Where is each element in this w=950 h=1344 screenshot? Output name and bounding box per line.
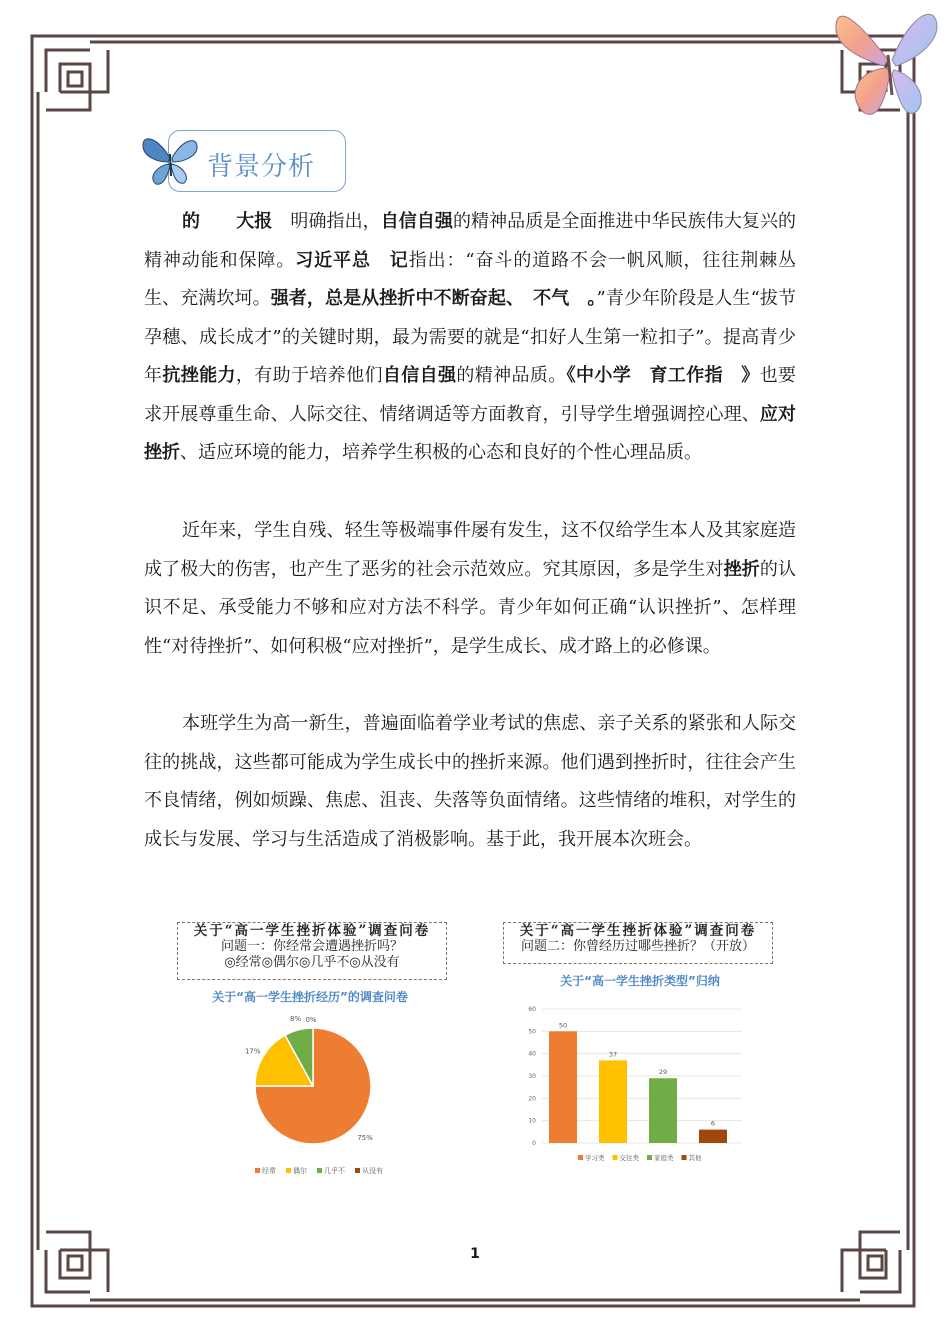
pie-value-label: 17% bbox=[244, 1047, 261, 1056]
bar-chart-title: 关于“高一学生挫折类型”归纳 bbox=[560, 974, 720, 988]
bold-text-run: 《中小学 育工作指 》 bbox=[566, 365, 760, 386]
butterfly-decoration-icon bbox=[818, 0, 950, 130]
bold-text-run: 自信自强 bbox=[382, 365, 457, 386]
page-number: 1 bbox=[470, 1246, 480, 1262]
pie-value-label: 0% bbox=[305, 1016, 317, 1024]
pie-legend-swatch bbox=[355, 1168, 360, 1173]
bold-text-run: 挫折 bbox=[723, 558, 760, 580]
pie-chart bbox=[215, 1004, 425, 1184]
survey-1-heading: 关于“高一学生挫折体验”调查问卷 bbox=[193, 923, 431, 939]
text-run: 也要求开展尊重生命、人际交往、情绪调适等方面教育，引导学生增强调控心理、 bbox=[144, 365, 797, 425]
bar-y-tick-label: 50 bbox=[528, 1028, 536, 1036]
bar-legend-label: 学习类 bbox=[585, 1154, 605, 1162]
bar-y-tick-label: 0 bbox=[532, 1140, 536, 1147]
text-run: 的精神品质是全面推进中华民族伟大复兴的精神动能和保障。 bbox=[144, 211, 797, 271]
pie-chart-title: 关于“高一学生挫折经历”的调查问卷 bbox=[212, 990, 408, 1004]
bar-y-tick-label: 40 bbox=[528, 1050, 536, 1058]
text-run bbox=[200, 211, 236, 232]
text-run: ”青少年阶段是人生“拔节孕穗、成长成才”的关键时期，最为需要的就是“扣好人生第一粒扣子”。提高青少年 bbox=[144, 288, 797, 386]
bar-y-tick-label: 30 bbox=[528, 1073, 536, 1080]
survey-box-1 bbox=[177, 922, 447, 980]
text-run: 、适应环境的能力，培养学生积极的心态和良好的个性心理品质。 bbox=[180, 442, 702, 463]
bar-1 bbox=[599, 1060, 627, 1143]
bar-legend-label: 家庭类 bbox=[654, 1154, 674, 1162]
bar-legend-swatch bbox=[578, 1155, 583, 1160]
bar-3 bbox=[699, 1130, 727, 1143]
survey-1-question: 问题一：你经常会遭遇挫折吗？ bbox=[220, 939, 403, 954]
bar-value-label: 37 bbox=[608, 1050, 618, 1059]
bold-text-run: 应对挫折 bbox=[144, 403, 797, 463]
bar-value-label: 50 bbox=[558, 1021, 568, 1030]
bar-legend-swatch bbox=[613, 1155, 618, 1160]
bold-text-run: 抗挫能力 bbox=[162, 365, 236, 386]
pie-legend-label: 从没有 bbox=[362, 1167, 383, 1175]
pie-value-label: 75% bbox=[357, 1134, 373, 1142]
bar-legend-label: 交往类 bbox=[619, 1154, 639, 1162]
survey-2-question: 问题二：你曾经历过哪些挫折？（开放） bbox=[520, 939, 755, 954]
blue-butterfly-icon bbox=[140, 134, 200, 186]
bar-legend-swatch bbox=[682, 1155, 687, 1160]
survey-1-options: ◎经常◎偶尔◎几乎不◎从没有 bbox=[224, 955, 400, 970]
bar-y-tick-label: 20 bbox=[528, 1095, 536, 1103]
section-title: 背景分析 bbox=[207, 152, 316, 182]
text-run: 的认识不足、承受能力不够和应对方法不科学。青少年如何正确“认识挫折”、怎样理性“对待挫折”、如何积极“应对挫折”，是学生成长、成才路上的必修课。 bbox=[144, 558, 797, 657]
bold-text-run: 自信自强 bbox=[380, 211, 453, 232]
bar-legend-label: 其他 bbox=[688, 1154, 702, 1162]
paragraph-background-3 bbox=[144, 705, 796, 859]
bar-legend-swatch bbox=[647, 1155, 652, 1160]
pie-legend-label: 经常 bbox=[262, 1167, 276, 1175]
paragraph-background-1 bbox=[144, 203, 796, 473]
pie-legend-swatch bbox=[255, 1168, 260, 1173]
pie-legend-swatch bbox=[286, 1168, 291, 1173]
survey-2-heading: 关于“高一学生挫折体验”调查问卷 bbox=[519, 923, 757, 939]
bar-y-tick-label: 60 bbox=[528, 1006, 536, 1013]
pie-value-label: 8% bbox=[290, 1015, 302, 1024]
bar-value-label: 6 bbox=[710, 1119, 716, 1128]
pie-legend-swatch bbox=[317, 1168, 322, 1173]
paragraph-background-2 bbox=[144, 512, 796, 666]
text-run: 近年来，学生自残、轻生等极端事件屡有发生，这不仅给学生本人及其家庭造成了极大的伤害，也产生了恶劣的社会示范效应。究其原因，多是学生对 bbox=[144, 520, 796, 580]
text-run: 的精神品质。 bbox=[456, 365, 567, 386]
text-run: ，有助于培养他们 bbox=[235, 365, 383, 386]
bar-2 bbox=[649, 1078, 677, 1143]
bold-text-run: 大报 bbox=[236, 211, 273, 232]
bar-0 bbox=[549, 1031, 577, 1143]
text-run: 明确指出， bbox=[272, 211, 381, 232]
bold-text-run: 强者，总是从挫折中不断奋起、 不气 。 bbox=[270, 288, 597, 309]
bold-text-run: 的 bbox=[182, 211, 201, 232]
pie-legend-label: 几乎不 bbox=[324, 1167, 345, 1175]
bold-text-run: 习近平总 记 bbox=[295, 249, 409, 271]
text-run: 本班学生为高一新生，普遍面临着学业考试的焦虑、亲子关系的紧张和人际交往的挑战，这些都可能成为学生成长中的挫折来源。他们遇到挫折时，往往会产生不良情绪，例如烦躁、焦虑、沮丧、失落等负面情绪。这些情绪的堆积，对学生的成长与发展、学习与生活造成了消极影响。基于此，我开展本次班会。 bbox=[144, 713, 796, 850]
bar-y-tick-label: 10 bbox=[528, 1117, 536, 1125]
bar-chart bbox=[520, 995, 760, 1170]
bar-value-label: 29 bbox=[658, 1068, 668, 1077]
text-run: 指出：“奋斗的道路不会一帆风顺，往往荆棘丛生、充满坎坷。 bbox=[144, 249, 797, 309]
survey-box-2 bbox=[503, 922, 773, 964]
pie-legend-label: 偶尔 bbox=[293, 1167, 307, 1175]
